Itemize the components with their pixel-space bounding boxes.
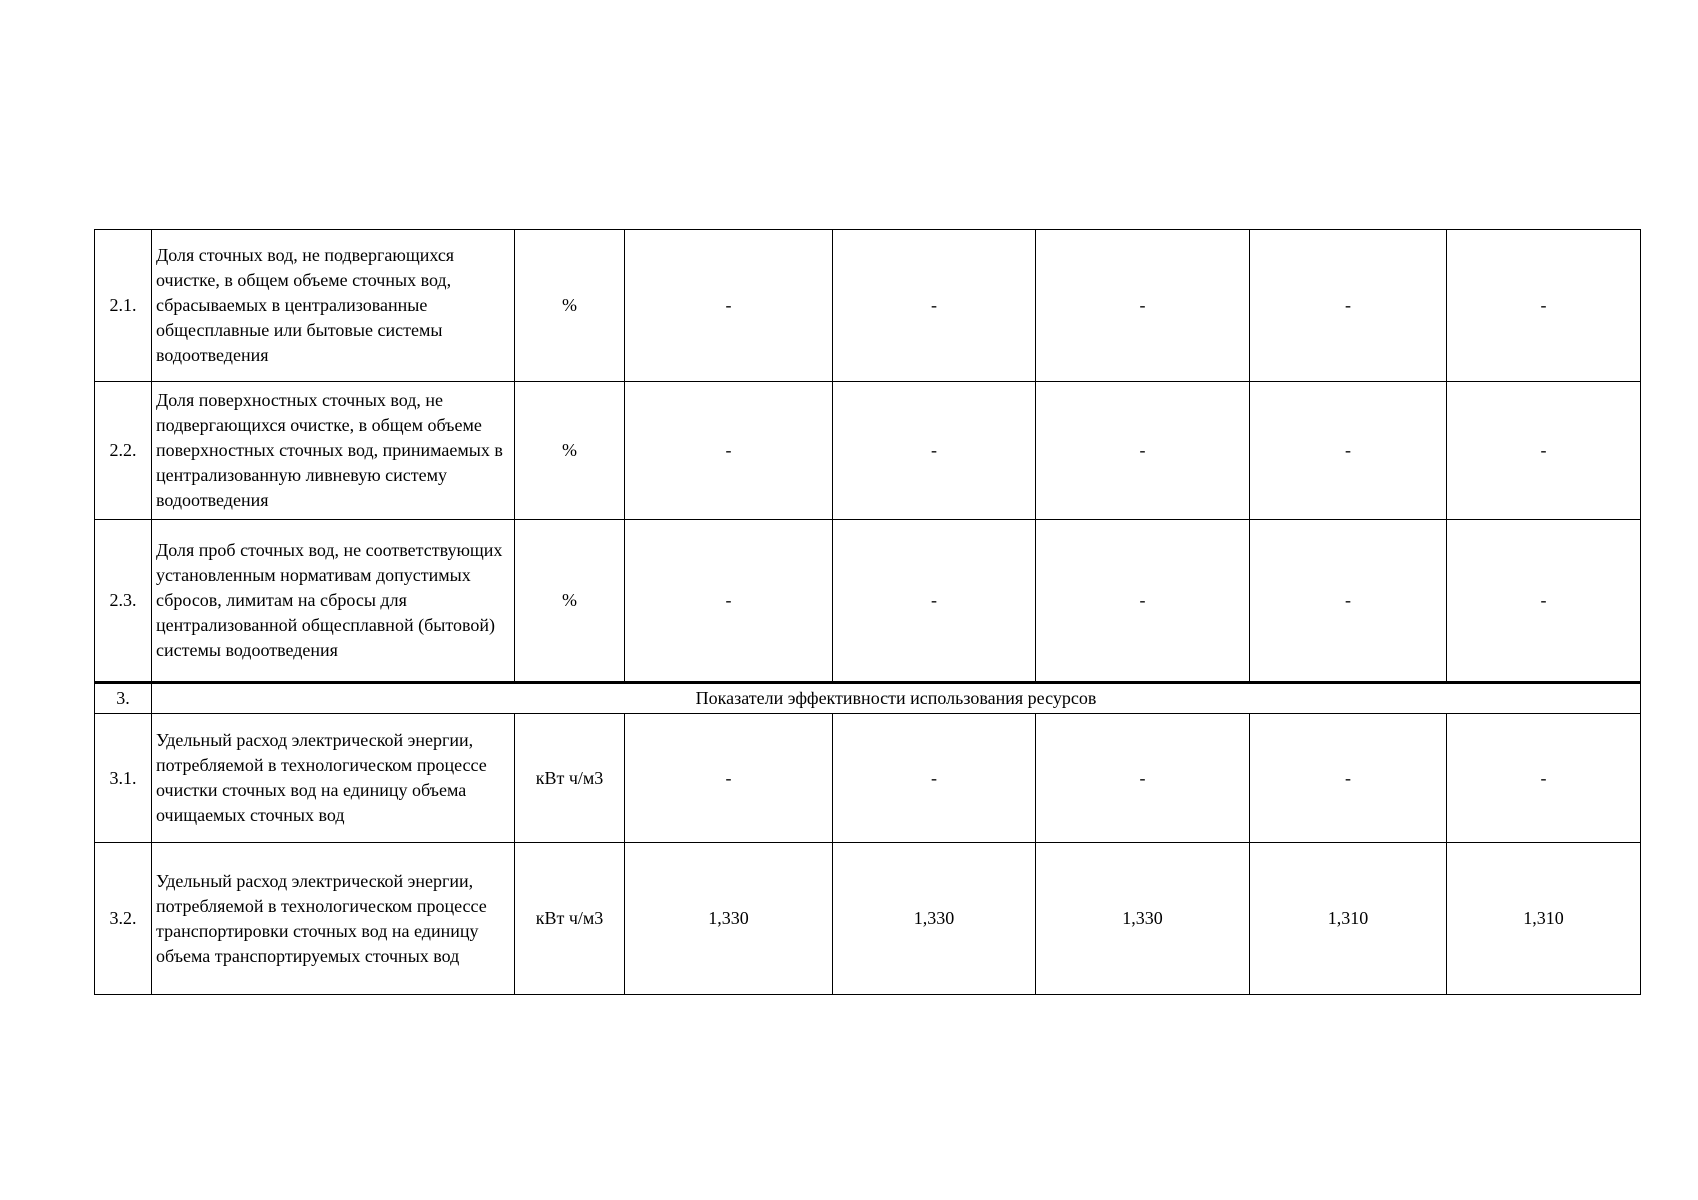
row-value: - <box>625 382 833 520</box>
row-value: - <box>833 230 1036 382</box>
row-number: 2.1. <box>95 230 152 382</box>
row-description: Доля проб сточных вод, не соответствующих установленным нормативам допустимых сбросов, лимитам на сбросы для централизованной общесплавной (бытовой) системы водоотведения <box>152 520 515 683</box>
row-value: - <box>1447 714 1641 843</box>
row-value: - <box>833 520 1036 683</box>
row-value: - <box>1250 520 1447 683</box>
row-number: 2.2. <box>95 382 152 520</box>
row-value: - <box>1250 714 1447 843</box>
row-number: 2.3. <box>95 520 152 683</box>
row-value: 1,310 <box>1447 843 1641 995</box>
section-title: Показатели эффективности использования ресурсов <box>152 683 1641 714</box>
section-number: 3. <box>95 683 152 714</box>
row-description: Удельный расход электрической энергии, потребляемой в технологическом процессе транспортировки сточных вод на единицу объема транспортируемых сточных вод <box>152 843 515 995</box>
row-value: - <box>1250 230 1447 382</box>
indicators-table <box>94 229 1641 995</box>
table-row <box>95 714 1641 843</box>
table-row <box>95 230 1641 382</box>
row-value: - <box>625 714 833 843</box>
row-value: - <box>1036 382 1250 520</box>
table-row <box>95 382 1641 520</box>
row-value: - <box>1250 382 1447 520</box>
row-description: Доля поверхностных сточных вод, не подвергающихся очистке, в общем объеме поверхностных сточных вод, принимаемых в централизованную ливневую систему водоотведения <box>152 382 515 520</box>
row-value: - <box>625 230 833 382</box>
row-unit: кВт ч/м3 <box>515 714 625 843</box>
row-value: 1,330 <box>833 843 1036 995</box>
row-unit: кВт ч/м3 <box>515 843 625 995</box>
row-value: - <box>1447 382 1641 520</box>
row-value: - <box>625 520 833 683</box>
row-value: - <box>1447 230 1641 382</box>
row-value: - <box>833 714 1036 843</box>
row-description: Доля сточных вод, не подвергающихся очистке, в общем объеме сточных вод, сбрасываемых в централизованные общесплавные или бытовые системы водоотведения <box>152 230 515 382</box>
row-unit: % <box>515 382 625 520</box>
row-unit: % <box>515 520 625 683</box>
row-value: - <box>1036 520 1250 683</box>
row-value: 1,330 <box>625 843 833 995</box>
row-number: 3.2. <box>95 843 152 995</box>
row-unit: % <box>515 230 625 382</box>
row-number: 3.1. <box>95 714 152 843</box>
table-row <box>95 843 1641 995</box>
row-value: - <box>1036 230 1250 382</box>
row-value: - <box>1447 520 1641 683</box>
row-value: - <box>833 382 1036 520</box>
row-description: Удельный расход электрической энергии, потребляемой в технологическом процессе очистки сточных вод на единицу объема очищаемых сточных вод <box>152 714 515 843</box>
section-header-row <box>95 683 1641 714</box>
row-value: 1,330 <box>1036 843 1250 995</box>
row-value: - <box>1036 714 1250 843</box>
table-row <box>95 520 1641 683</box>
row-value: 1,310 <box>1250 843 1447 995</box>
